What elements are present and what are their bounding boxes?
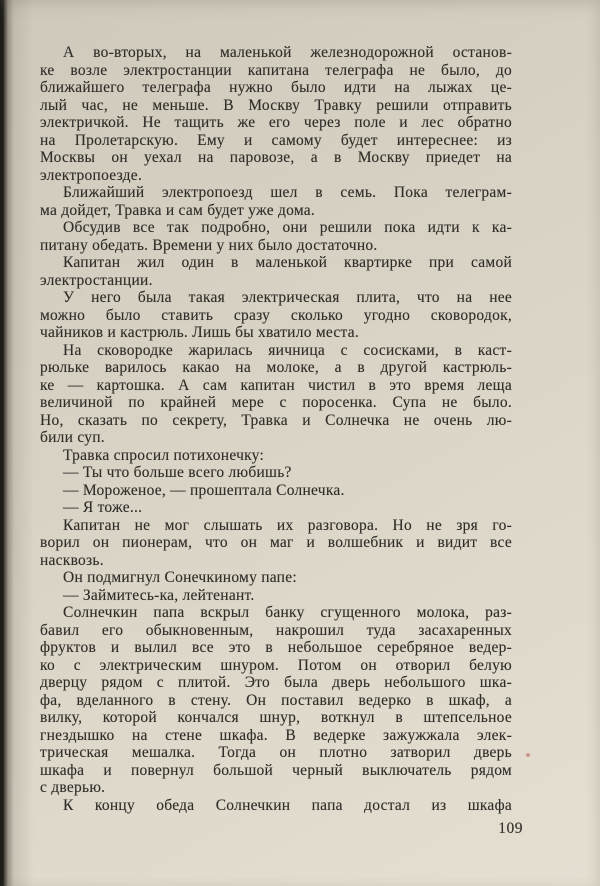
text-line: лый час, не меньше. В Москву Травку решили отправить [40, 96, 512, 114]
text-line: К концу обеда Солнечкин папа достал из шкафа [63, 796, 512, 814]
print-speck [526, 753, 530, 757]
text-line: А во-вторых, на маленькой железнодорожной останов- [63, 44, 512, 61]
paragraph [40, 482, 512, 500]
paragraph [40, 184, 512, 219]
text-line: питану обедать. Времени у них было достаточно. [40, 236, 378, 254]
paragraph [40, 44, 512, 184]
text-line: рюльке варилось какао на молоке, а в другой кастрюль- [40, 359, 512, 376]
paragraph [40, 342, 512, 447]
text-line: электричкой. Не тащить же его через поле и лес обратно [40, 114, 512, 131]
text-line: насквозь. [40, 551, 104, 569]
text-line: били суп. [40, 429, 105, 446]
text-line: электропоезде. [40, 166, 143, 184]
text-line: — Ты что больше всего любишь? [63, 464, 292, 481]
paragraph [40, 517, 512, 570]
text-line: Обсудив все так подробно, они решили пока идти к ка- [63, 219, 512, 236]
text-line: на Пролетарскую. Ему и самому будет интереснее: из [40, 131, 512, 149]
text-line: ко с электрическим шнуром. Потом он отворил белую [40, 656, 512, 674]
paragraph [40, 587, 512, 605]
paragraph [40, 219, 512, 254]
text-line: бавил его обыкновенным, накрошил туда засахаренных [40, 621, 512, 639]
paragraph [40, 254, 512, 289]
text-line: с дверью. [40, 779, 106, 796]
text-line: Москвы он уехал на паровозе, а в Москву приедет на [40, 149, 512, 166]
text-line: ке возле электростанции капитана телеграфа не было, до [40, 61, 512, 79]
text-line: вилку, которой кончался шнур, воткнул в штепсельное [40, 709, 512, 726]
page-text [40, 44, 512, 814]
text-line: величиной по крайней мере с поросенка. Супа не было. [40, 394, 512, 411]
text-line: Капитан жил один в маленькой квартирке при самой [63, 254, 512, 271]
paragraph [40, 604, 512, 797]
text-line: — Я тоже... [63, 499, 143, 516]
text-line: фруктов и вылил все это в небольшое серебряное ведер- [40, 639, 512, 656]
text-line: Ближайший электропоезд шел в семь. Пока телеграм- [63, 184, 512, 201]
paragraph [40, 289, 512, 342]
text-line: ма дойдет, Травка и сам будет уже дома. [40, 201, 316, 219]
text-line: дверцу рядом с плитой. Это была дверь небольшого шка- [40, 674, 512, 691]
text-line: трическая мешалка. Тогда он плотно затворил дверь [40, 744, 512, 761]
page-number: 109 [498, 820, 523, 837]
text-line: ке — картошка. А сам капитан чистил в это время леща [40, 376, 512, 394]
paragraph [40, 569, 512, 587]
text-line: Капитан не мог слышать их разговора. Но не зря го- [63, 516, 512, 534]
text-line: фа, вделанного в стену. Он поставил ведерко в шкаф, а [40, 691, 512, 709]
paragraph [40, 464, 512, 482]
paragraph [40, 447, 512, 465]
text-line: шкафа и повернул большой черный выключатель рядом [40, 761, 512, 779]
paragraph [40, 499, 512, 517]
text-line: Он подмигнул Сонечкиному папе: [63, 569, 297, 586]
text-line: Травка спросил потихонечку: [63, 446, 265, 464]
text-line: гнездышко на стене шкафа. В ведерке зажужжала элек- [40, 726, 512, 744]
text-line: У него была такая электрическая плита, что на нее [63, 289, 512, 306]
text-line: ворил он пионерам, что он маг и волшебник и видит все [40, 534, 512, 551]
text-line: Но, сказать по секрету, Травка и Солнечка не очень лю- [40, 411, 512, 429]
text-line: Солнечкин папа вскрыл банку сгущенного молока, раз- [63, 604, 512, 621]
text-line: чайников и кастрюль. Лишь бы хватило места. [40, 324, 359, 341]
text-line: электростанции. [40, 271, 153, 289]
text-line: можно было ставить сразу сколько угодно сковородок, [40, 306, 512, 324]
text-line: — Мороженое, — прошептала Солнечка. [63, 481, 345, 499]
binding-shadow-icon [0, 0, 34, 886]
text-line: ближайшего телеграфа нужно было идти на лыжах це- [40, 79, 512, 96]
text-line: — Займитесь-ка, лейтенант. [63, 586, 255, 604]
text-line: На сковородке жарилась яичница с сосисками, в каст- [63, 341, 512, 359]
paragraph [40, 797, 512, 815]
